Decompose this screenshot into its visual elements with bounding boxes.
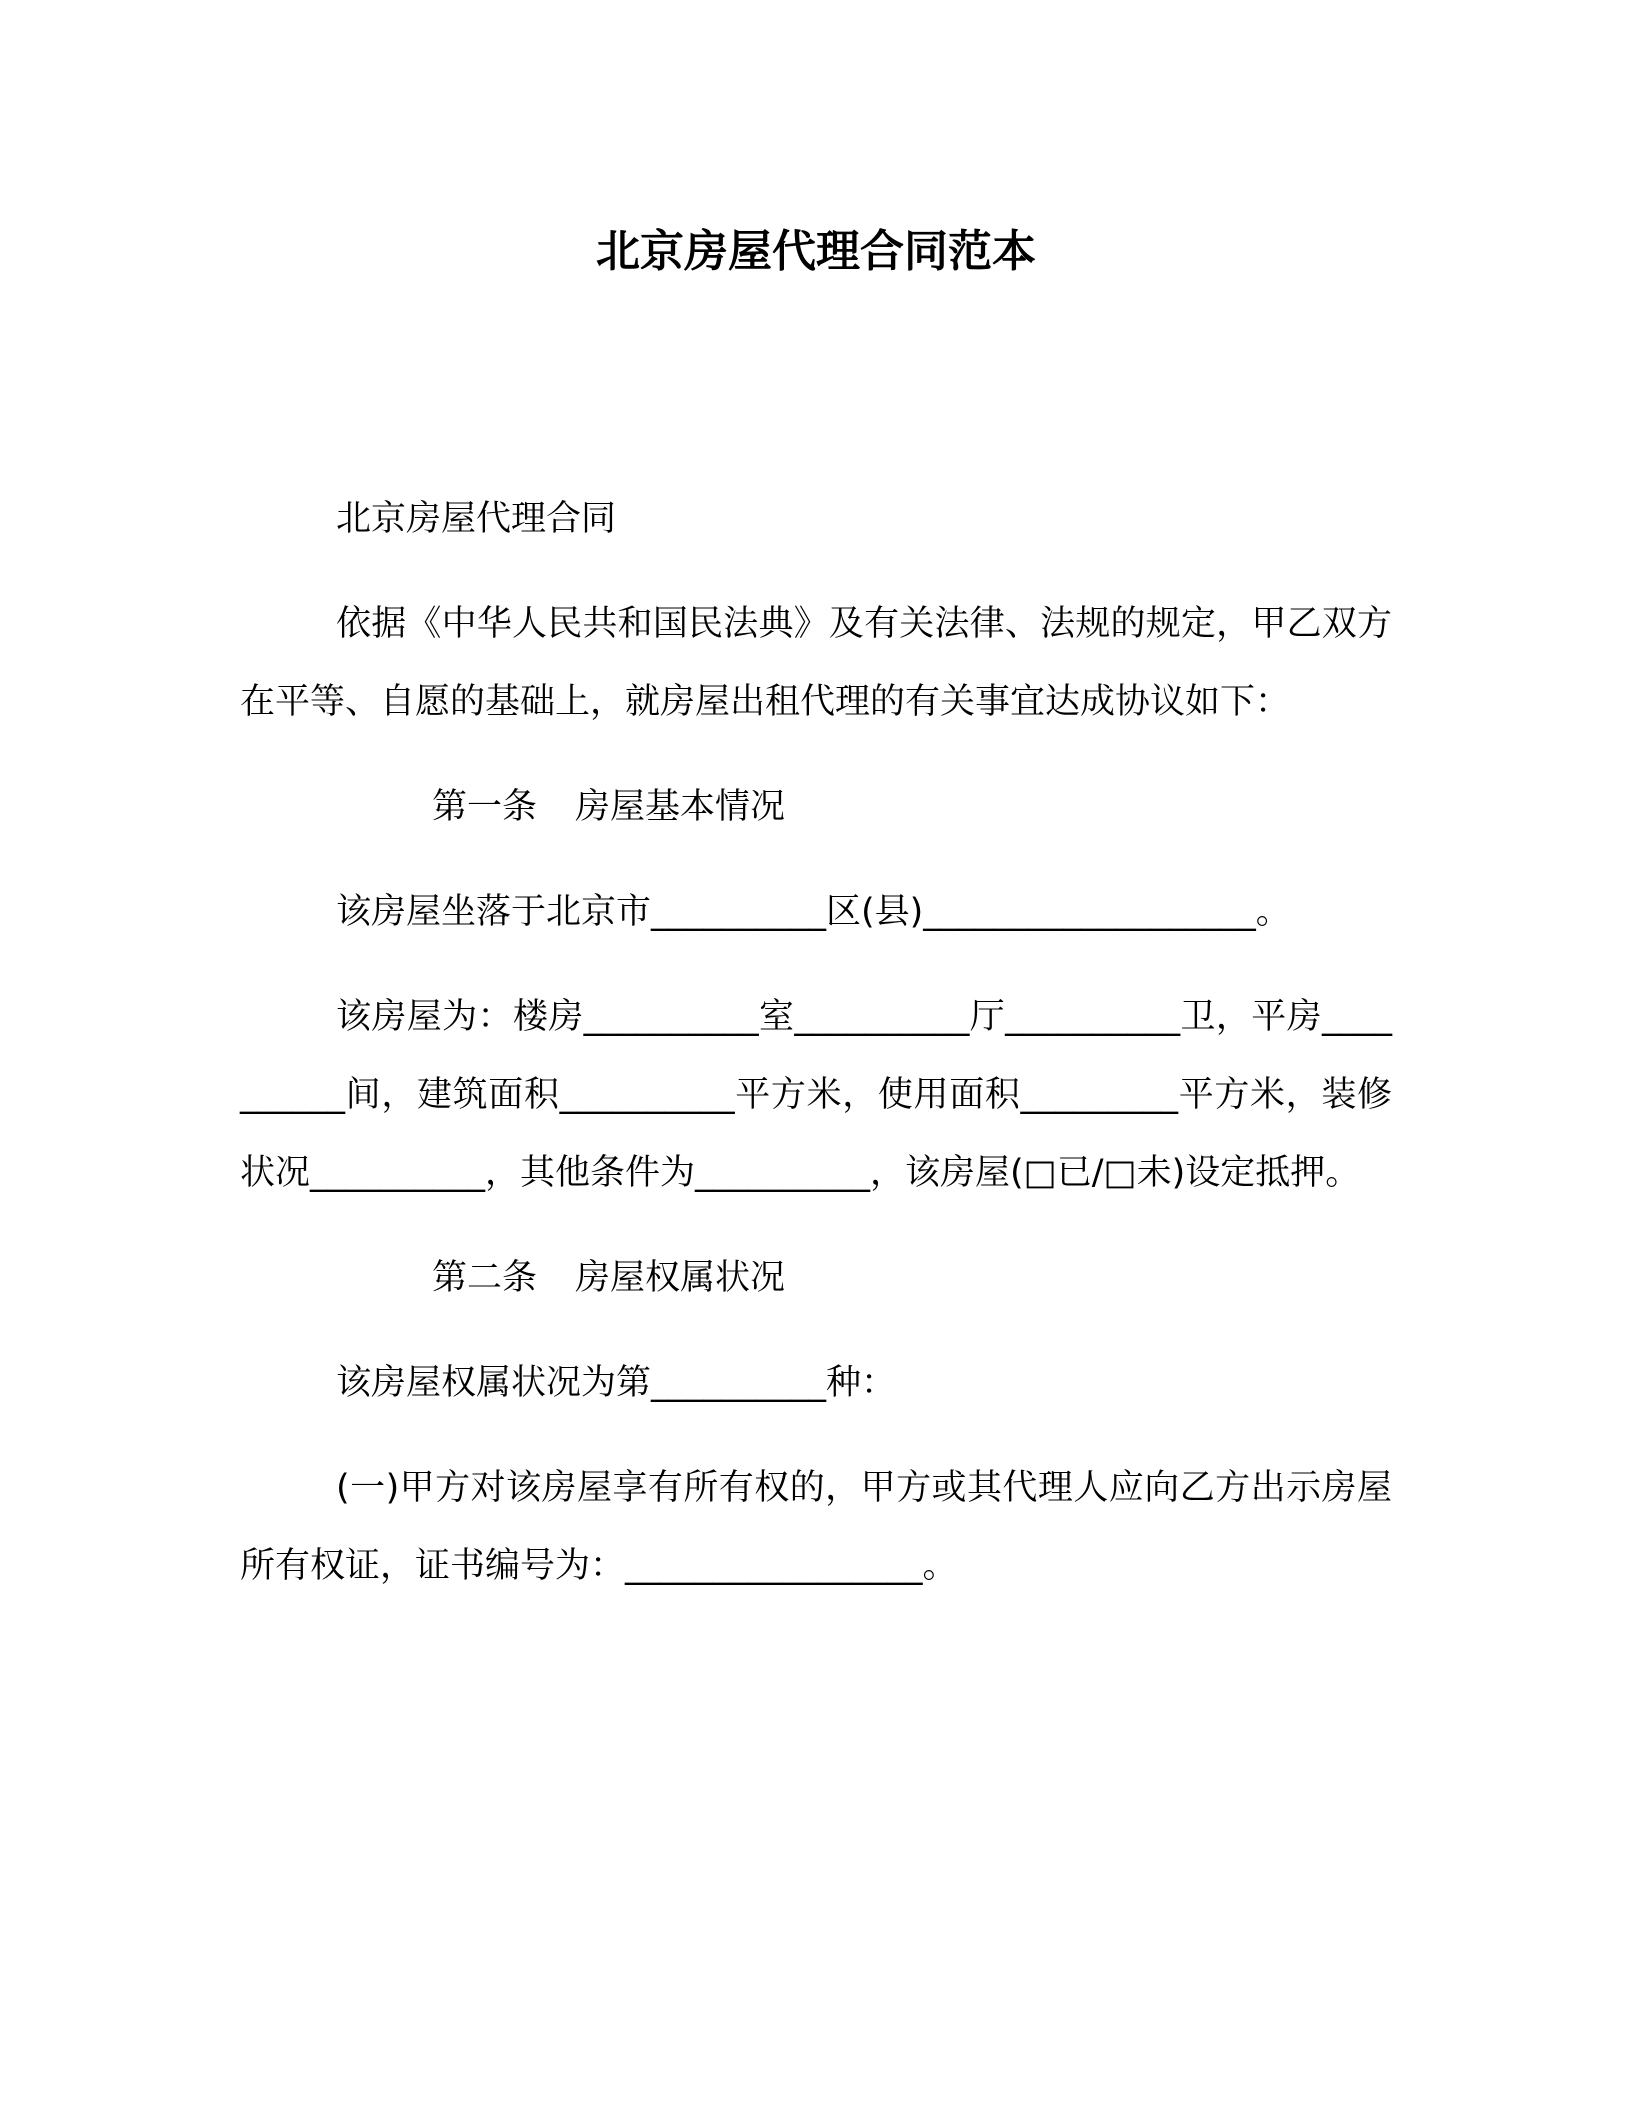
contract-subtitle: 北京房屋代理合同 — [336, 499, 617, 539]
article-2-number: 第二条 — [432, 1258, 538, 1298]
article-1-heading — [240, 768, 1392, 846]
article-1-details-paragraph: 该房屋为：楼房__________室__________厅__________卫，平房__________间，建筑面积__________平方米，使用面积_________平方米，装修状况__________，其他条件为__________，该房屋(□已/□未)设定抵押。 — [240, 997, 1392, 1193]
document-title: 北京房屋代理合同范本 — [596, 226, 1036, 277]
article-1-location-paragraph: 该房屋坐落于北京市__________区(县)___________________。 — [336, 892, 1291, 932]
document-body — [240, 480, 1392, 1632]
article-2-title: 房屋权属状况 — [575, 1258, 786, 1298]
article-2-ownership-paragraph: (一)甲方对该房屋享有所有权的，甲方或其代理人应向乙方出示房屋所有权证，证书编号为：_________________。 — [240, 1468, 1392, 1586]
article-1-title: 房屋基本情况 — [575, 787, 786, 827]
article-1-number: 第一条 — [432, 787, 538, 827]
article-2-heading — [240, 1239, 1392, 1317]
article-2-status-paragraph: 该房屋权属状况为第__________种： — [336, 1363, 897, 1403]
intro-paragraph: 依据《中华人民共和国民法典》及有关法律、法规的规定，甲乙双方在平等、自愿的基础上，就房屋出租代理的有关事宜达成协议如下： — [240, 604, 1392, 722]
